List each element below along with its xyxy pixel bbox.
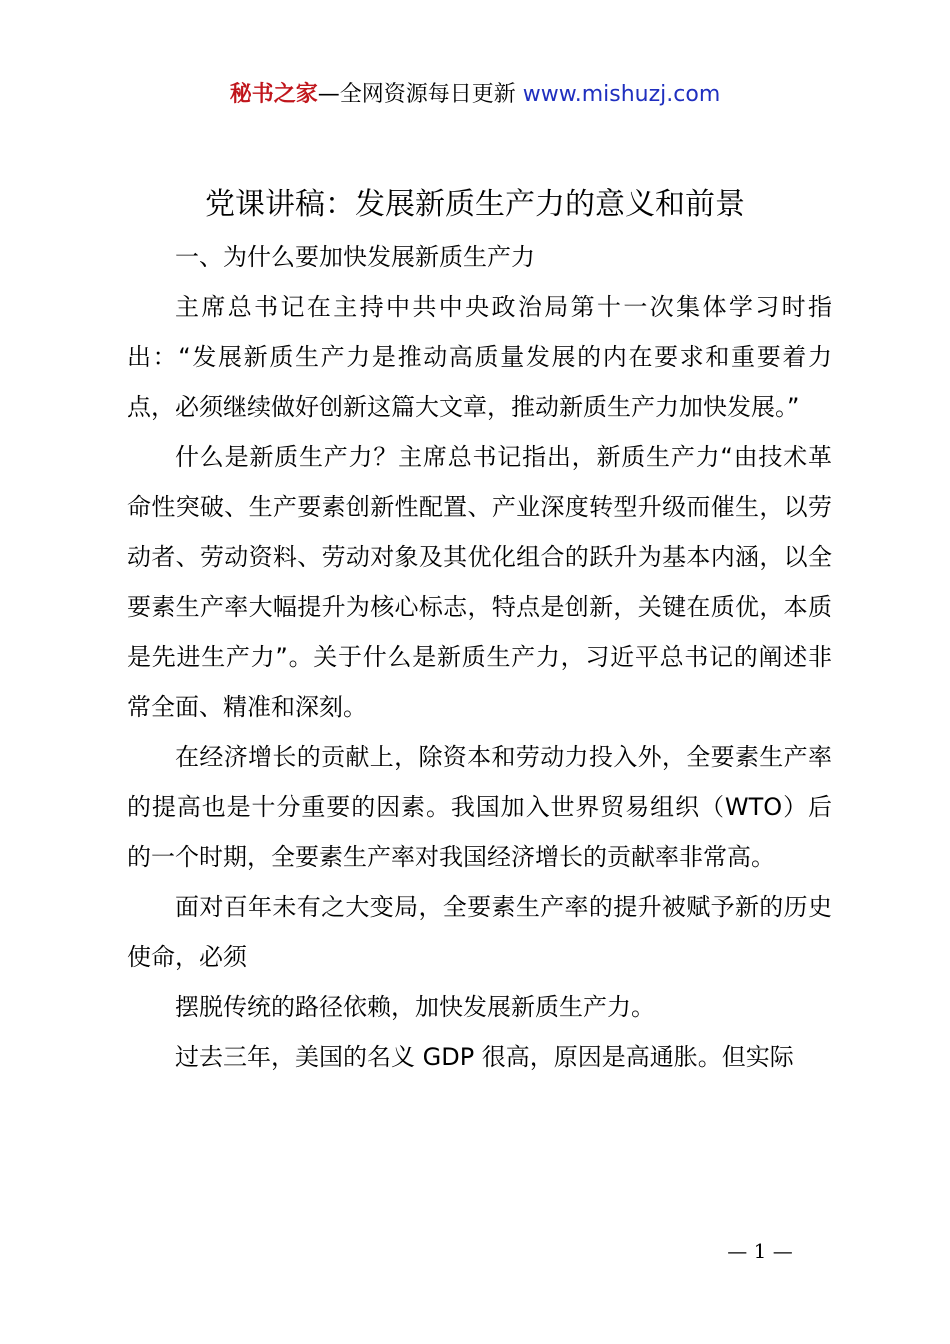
site-url-link[interactable]: www.mishuzj.com [522, 82, 721, 107]
brand-name: 秘书之家 [229, 82, 318, 107]
document-title: 党课讲稿：发展新质生产力的意义和前景 [205, 187, 745, 222]
paragraph: 面对百年未有之大变局，全要素生产率的提升被赋予新的历史使命，必须 [127, 893, 832, 971]
page-number: — 1 — [727, 1239, 793, 1263]
paragraph: 主席总书记在主持中共中央政治局第十一次集体学习时指出：“发展新质生产力是推动高质量发展的内在要求和重要着力点，必须继续做好创新这篇大文章，推动新质生产力加快发展。” [127, 293, 832, 421]
paragraph: 过去三年，美国的名义 GDP 很高，原因是高通胀。但实际 [175, 1043, 794, 1071]
paragraph: 什么是新质生产力？主席总书记指出，新质生产力“由技术革命性突破、生产要素创新性配置、产业深度转型升级而催生，以劳动者、劳动资料、劳动对象及其优化组合的跃升为基本内涵，以全要素生产率大幅提升为核心标志，特点是创新，关键在质优，本质是先进生产力”。关于什么是新质生产力，习近平总书记的阐述非常全面、精准和深刻。 [127, 443, 832, 721]
section-heading: 一、为什么要加快发展新质生产力 [175, 243, 535, 271]
header-tagline: —全网资源每日更新 [317, 82, 516, 107]
paragraph: 摆脱传统的路径依赖，加快发展新质生产力。 [175, 993, 655, 1021]
site-header [0, 78, 950, 112]
paragraph: 在经济增长的贡献上，除资本和劳动力投入外，全要素生产率的提高也是十分重要的因素。我国加入世界贸易组织（WTO）后的一个时期，全要素生产率对我国经济增长的贡献率非常高。 [127, 743, 832, 871]
document-body [127, 232, 832, 1082]
